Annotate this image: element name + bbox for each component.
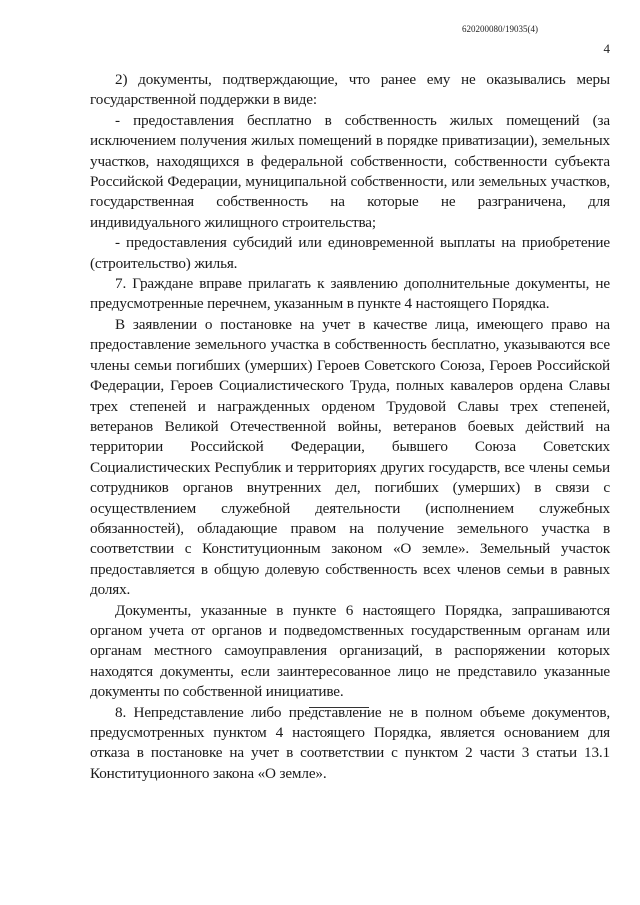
paragraph-free-property-grant: - предоставления бесплатно в собственность жилых помещений (за исключением получения жилых помещений в порядке приватизации), земельных участков, находящихся в федеральной собственности, собственности субъекта Российской Федерации, муниципальной собственности, или земельных участков, государственная собственность на которые не разграничена, для индивидуального жилищного строительства; [90,111,610,231]
end-divider-line [309,707,369,708]
paragraph-item-8: 8. Непредставление либо представление не в полном объеме документов, предусмотренных пунктом 4 настоящего Порядка, является основанием для отказа в постановке на учет в соответствии с пунктом 2 части 3 статьи 13.1 Конституционного закона «О земле». [90,703,610,782]
document-body [90,70,610,784]
page-number: 4 [603,41,610,56]
paragraph-documents-requested: Документы, указанные в пункте 6 настоящего Порядка, запрашиваются органом учета от органов и подведомственных государственным органам или органам местного самоуправления организаций, в распоряжении которых находятся документы, если заинтересованное лицо не представило указанные документы по собственной инициативе. [90,601,610,701]
paragraph-subsidies: - предоставления субсидий или единовременной выплаты на приобретение (строительство) жилья. [90,234,610,272]
paragraph-documents-confirming: 2) документы, подтверждающие, что ранее ему не оказывались меры государственной поддержки в виде: [90,71,610,109]
paragraph-item-7: 7. Граждане вправе прилагать к заявлению дополнительные документы, не предусмотренные перечнем, указанным в пункте 4 настоящего Порядка. [90,275,610,313]
paragraph-family-members: В заявлении о постановке на учет в качестве лица, имеющего право на предоставление земельного участка в собственность бесплатно, указываются все члены семьи погибших (умерших) Героев Советского Союза, Героев Российской Федерации, Героев Социалистического Труда, полных кавалеров ордена Славы трех степеней и награжденных орденом Трудовой Славы трех степеней, ветеранов Великой Отечественной войны, ветеранов боевых действий на территории Российской Федерации, бывшего Союза Советских Социалистических Республик и территориях других государств, все члены семьи сотрудников органов внутренних дел, погибших (умерших) в связи с осуществлением служебной деятельности (исполнением служебных обязанностей), обладающие правом на получение земельного участка в соответствии с Конституционным законом «О земле». Земельный участок предоставляется в общую долевую собственность всех членов семьи в равных долях. [90,315,610,599]
document-id: 620200080/19035(4) [462,24,538,34]
